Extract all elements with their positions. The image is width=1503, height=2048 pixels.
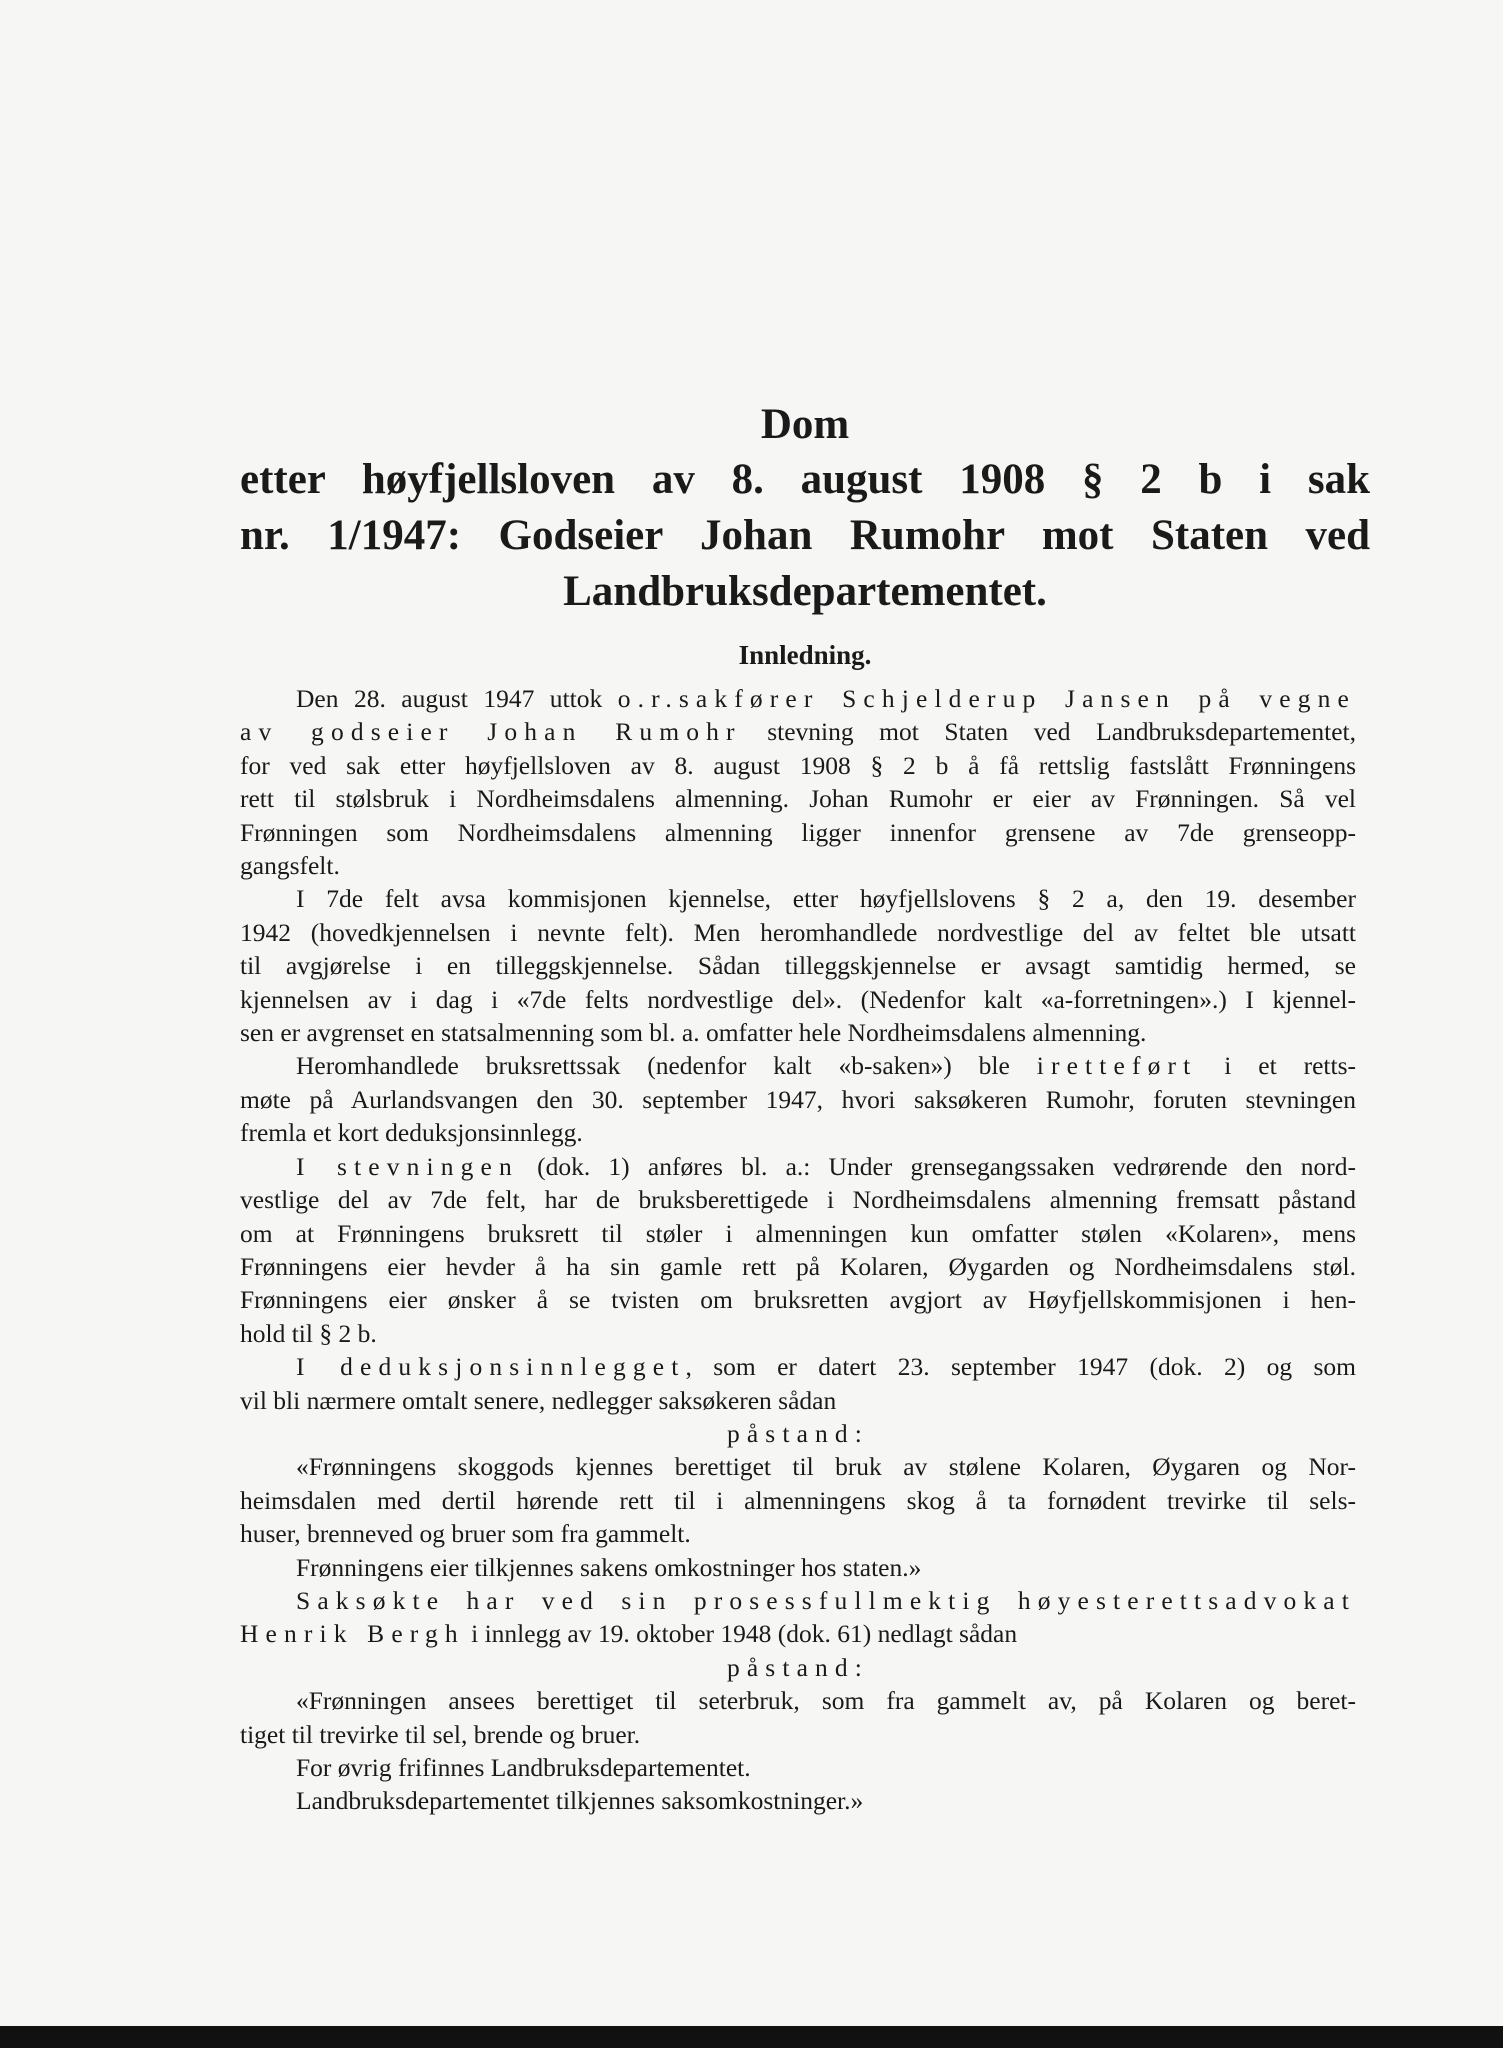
paragraph-1	[240, 682, 1356, 882]
spaced-text: Saksøkte har ved sin prosessfullmektig høyesterettsadvokat	[296, 1585, 1356, 1615]
claim-label-1	[240, 1417, 1356, 1450]
text-line: tiget til trevirke til sel, brende og bruer.	[240, 1719, 641, 1749]
text-line: om at Frønningens bruksrett til støler i almenningen kun omfatter stølen «Kolaren», mens	[240, 1218, 1356, 1248]
text-line	[240, 1049, 1356, 1082]
text-line: for ved sak etter høyfjellsloven av 8. august 1908 § 2 b å få rettslig fastslått Frønningens	[240, 750, 1356, 780]
spaced-text: I deduksjonsinnlegget	[296, 1352, 686, 1382]
text-line: Frønningens eier hevder å ha sin gamle rett på Kolaren, Øygarden og Nordheimsdalens støl.	[240, 1251, 1356, 1281]
claim-label: påstand:	[726, 1652, 870, 1682]
text-line: gangsfelt.	[240, 851, 340, 881]
title-line-4: Landbruksdepartementet.	[563, 568, 1047, 615]
text-line: til avgjørelse i en tilleggskjennelse. Sådan tilleggskjennelse er avsagt samtidig hermed, se	[240, 951, 1356, 981]
text-line: Landbruksdepartementet tilkjennes saksomkostninger.»	[296, 1786, 864, 1816]
text-line: Frønningens eier tilkjennes sakens omkostninger hos staten.»	[296, 1552, 922, 1582]
text-span: i et retts-	[1197, 1051, 1356, 1081]
text-line	[240, 1150, 1356, 1183]
text-line: «Frønningens skoggods kjennes berettiget til bruk av stølene Kolaren, Øygaren og Nor-	[296, 1452, 1356, 1482]
body-text	[240, 682, 1356, 1818]
text-line: For øvrig frifinnes Landbruksdepartementet.	[296, 1753, 751, 1782]
text-span: stevning mot Staten ved Landbruksdepartementet,	[741, 717, 1356, 747]
document-title	[240, 398, 1370, 620]
text-line: vestlige del av 7de felt, har de bruksberettigede i Nordheimsdalens almenning fremsatt påstand	[240, 1185, 1356, 1215]
paragraph-4	[240, 1150, 1356, 1350]
text-line: kjennelsen av i dag i «7de felts nordvestlige del». (Nedenfor kalt «a-forretningen».) I kjennel-	[240, 984, 1356, 1014]
text-line: huser, brenneved og bruer som fra gammelt.	[240, 1519, 691, 1549]
title-line-1: Dom	[760, 401, 850, 448]
text-span: (dok. 1) anføres bl. a.: Under grensegangssaken vedrørende den nord-	[518, 1151, 1356, 1181]
text-line: vil bli nærmere omtalt senere, nedlegger saksøkeren sådan	[240, 1385, 837, 1415]
paragraph-6	[240, 1584, 1356, 1651]
text-line: sen er avgrenset en statsalmenning som bl. a. omfatter hele Nordheimsdalens almenning.	[240, 1018, 1147, 1048]
text-span: Den 28. august 1947 uttok	[296, 684, 618, 713]
spaced-text: Henrik Bergh	[240, 1619, 465, 1649]
claim-label: påstand:	[726, 1418, 870, 1448]
text-line	[240, 1617, 1356, 1650]
text-line: 1942 (hovedkjennelsen i nevnte felt). Men heromhandlede nordvestlige del av feltet ble utsatt	[240, 917, 1356, 947]
text-line: heimsdalen med dertil hørende rett til i almenningens skog å ta fornødent trevirke til sels-	[240, 1485, 1356, 1515]
text-line: hold til § 2 b.	[240, 1318, 377, 1348]
claim-1	[240, 1450, 1356, 1584]
text-line	[240, 682, 1356, 715]
text-line	[240, 1350, 1356, 1383]
title-line-2: etter høyfjellsloven av 8. august 1908 § 2 b i sak	[240, 456, 1370, 503]
text-line: «Frønningen ansees berettiget til seterbruk, som fra gammelt av, på Kolaren og beret-	[296, 1686, 1356, 1716]
claim-label-2	[240, 1651, 1356, 1684]
spaced-text: I stevningen	[296, 1151, 519, 1181]
text-span: i innlegg av 19. oktober 1948 (dok. 61) nedlagt sådan	[464, 1619, 1018, 1649]
spaced-text: o.r.sakfører Schjelderup Jansen på vegne	[617, 684, 1356, 713]
text-line: Frønningens eier ønsker å se tvisten om bruksretten avgjort av Høyfjellskommisjonen i hen-	[240, 1285, 1356, 1315]
text-line: rett til stølsbruk i Nordheimsdalens almenning. Johan Rumohr er eier av Frønningen. Så vel	[240, 784, 1356, 814]
paragraph-2	[240, 882, 1356, 1049]
section-heading: Innledning.	[738, 640, 872, 670]
paragraph-3	[240, 1049, 1356, 1149]
claim-2	[240, 1684, 1356, 1818]
text-line: I 7de felt avsa kommisjonen kjennelse, etter høyfjellslovens § 2 a, den 19. desember	[296, 884, 1356, 914]
text-line: fremla et kort deduksjonsinnlegg.	[240, 1118, 583, 1148]
text-span: Heromhandlede bruksrettssak (nedenfor kalt «b-saken») ble	[296, 1051, 1037, 1081]
title-line-3: nr. 1/1947: Godseier Johan Rumohr mot Staten ved	[240, 512, 1370, 559]
spaced-text: av godseier Johan Rumohr	[240, 717, 742, 747]
text-line: Frønningen som Nordheimsdalens almenning ligger innenfor grensene av 7de grenseopp-	[240, 817, 1356, 847]
paragraph-5	[240, 1350, 1356, 1417]
text-line: møte på Aurlandsvangen den 30. september 1947, hvori saksøkeren Rumohr, foruten stevningen	[240, 1084, 1356, 1114]
text-line	[240, 715, 1356, 748]
text-span: , som er datert 23. september 1947 (dok. 2) og som	[685, 1352, 1356, 1382]
spaced-text: iretteført	[1036, 1051, 1198, 1081]
